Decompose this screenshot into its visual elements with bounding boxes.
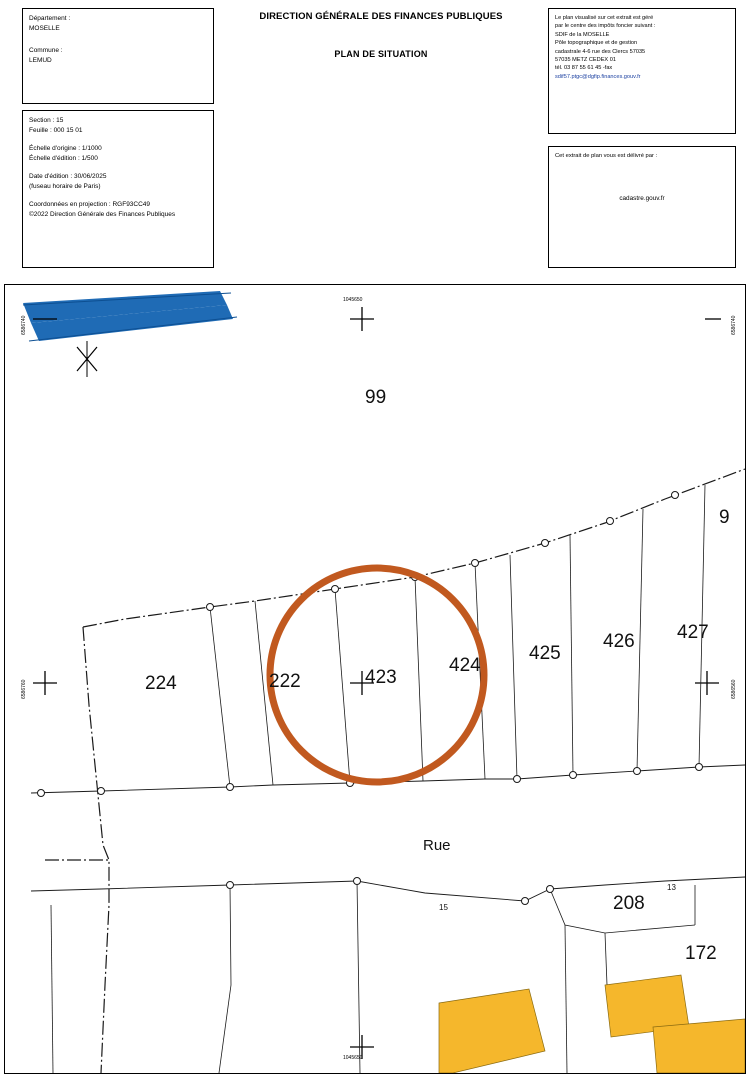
departement-label: Département : [29, 15, 71, 22]
service-line-3: SDIF de la MOSELLE [555, 31, 610, 38]
department-info-box [22, 8, 214, 104]
coord-label-bottom-x: 1045650 [343, 1055, 363, 1061]
street-label: Rue [423, 837, 451, 854]
departement-value: MOSELLE [29, 24, 60, 32]
service-line-2: par le centre des impôts foncier suivant : [555, 23, 656, 30]
section-value: Section : 15 [29, 117, 64, 124]
parcel-number[interactable]: 222 [269, 671, 301, 692]
map-frame[interactable] [4, 284, 746, 1074]
service-line-1: Le plan visualisé sur cet extrait est géré [555, 15, 654, 21]
service-line-4: Pôle topographique et de gestion [555, 40, 638, 47]
title-block [220, 10, 542, 59]
document-header [14, 6, 736, 271]
map-canvas[interactable] [5, 285, 745, 1073]
service-line-7: tél. 03 87 55 61 45 -fax [555, 65, 613, 72]
echelle-origine: Échelle d'origine : 1/1000 [29, 145, 102, 152]
parcel-number[interactable]: 99 [365, 387, 387, 408]
fuseau-horaire: (fuseau horaire de Paris) [29, 182, 101, 190]
service-line-6: 57035 METZ CEDEX 01 [555, 57, 616, 64]
delivery-url[interactable]: cadastre.gouv.fr [619, 195, 665, 202]
feuille-value: Feuille : 000 15 01 [29, 126, 83, 134]
coord-label-right-mid-y: 6586560 [731, 679, 737, 699]
parcel-number[interactable]: 425 [529, 643, 561, 664]
parcel-number[interactable]: 423 [365, 667, 397, 688]
delivery-info-box [548, 146, 736, 268]
service-email[interactable]: sdif57.ptgc@dgfip.finances.gouv.fr [555, 73, 641, 80]
commune-value: LEMUD [29, 56, 52, 64]
buildings [439, 975, 745, 1073]
echelle-edition: Échelle d'édition : 1/500 [29, 154, 98, 162]
section-info-box [22, 110, 214, 268]
parcel-number[interactable]: 13 [667, 883, 676, 892]
parcel-number[interactable]: 172 [685, 943, 717, 964]
coord-label-top-x: 1045650 [343, 297, 363, 303]
parcel-number[interactable]: 224 [145, 673, 177, 694]
copyright-info: ©2022 Direction Générale des Finances Publiques [29, 210, 176, 218]
date-edition: Date d'édition : 30/06/2025 [29, 173, 107, 180]
parcel-number[interactable]: 9 [719, 507, 730, 528]
service-line-5: cadastrale 4-6 rue des Clercs 57035 [555, 48, 646, 55]
coord-label-right-top-y: 6586740 [731, 315, 737, 335]
page-subtitle: PLAN DE SITUATION [334, 49, 428, 59]
service-info-box [548, 8, 736, 134]
commune-label: Commune : [29, 47, 63, 54]
page-title: DIRECTION GÉNÉRALE DES FINANCES PUBLIQUES [259, 11, 503, 22]
parcel-number[interactable]: 427 [677, 622, 709, 643]
boundary-vertices [38, 492, 703, 905]
projection-info: Coordonnées en projection : RGF93CC49 [29, 201, 151, 208]
parcel-number[interactable]: 208 [613, 893, 645, 914]
delivery-text: Cet extrait de plan vous est délivré par : [555, 153, 658, 159]
watercourse [23, 291, 237, 377]
parcel-number[interactable]: 426 [603, 631, 635, 652]
coord-label-left-top-y: 6586740 [21, 315, 27, 335]
coord-label-left-mid-y: 6586760 [21, 679, 27, 699]
parcel-number[interactable]: 15 [439, 903, 448, 912]
parcel-number[interactable]: 424 [449, 655, 481, 676]
